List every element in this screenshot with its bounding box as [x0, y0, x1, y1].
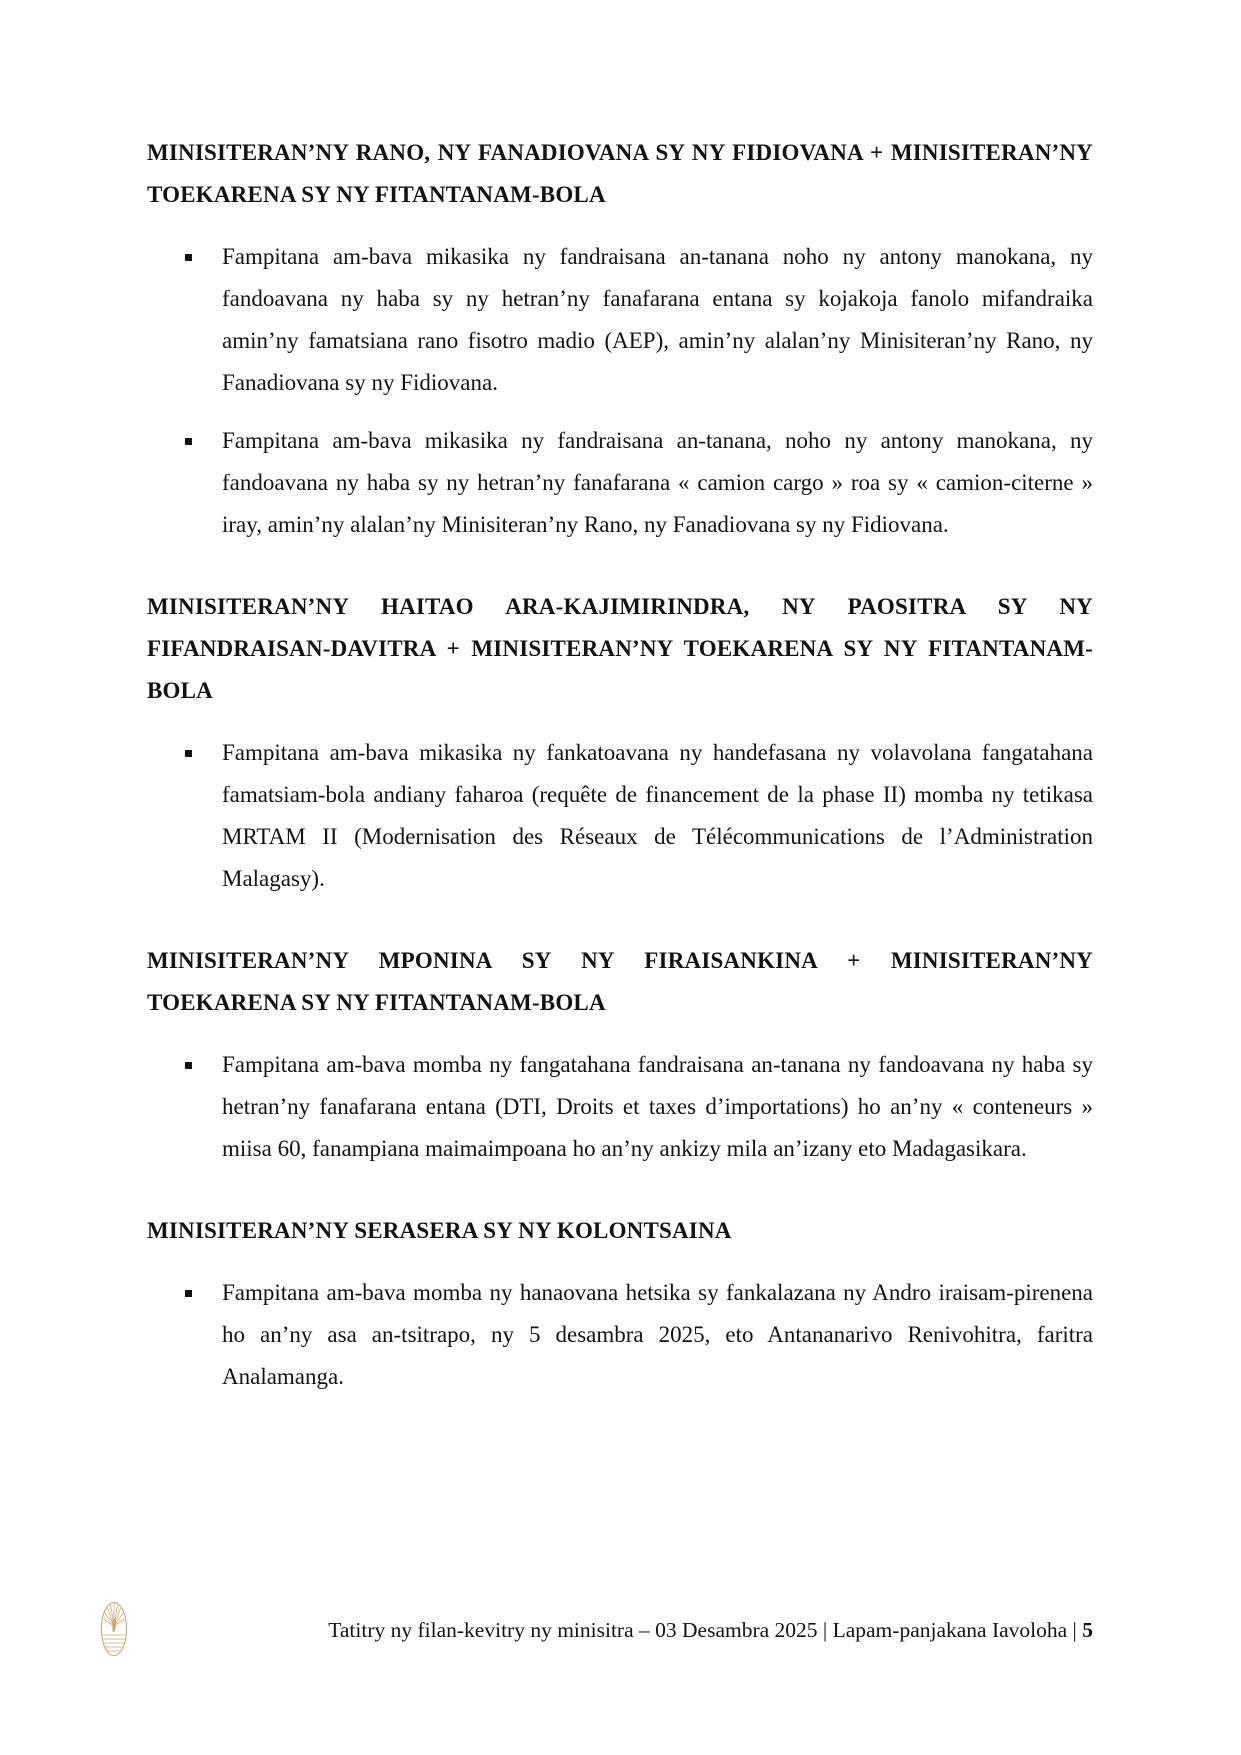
content: [147, 132, 1093, 1398]
bullet-list: [147, 1272, 1093, 1398]
section-heading: MINISITERAN’NY SERASERA SY NY KOLONTSAINA: [147, 1218, 732, 1243]
page-number: 5: [1082, 1618, 1093, 1642]
state-seal-icon: [100, 1600, 128, 1658]
bullet-item: Fampitana am-bava momba ny fangatahana fandraisana an-tanana ny fandoavana ny haba sy hetran’ny fanafarana entana (DTI, Droits et taxes d’importations) ho an’ny « conteneurs » miisa 60, fanampiana maimaimpoana ho an’ny ankizy mila an’izany eto Madagasikara.: [147, 1044, 1093, 1170]
bullet-list: [147, 1044, 1093, 1170]
section-heading: MINISITERAN’NY RANO, NY FANADIOVANA SY NY FIDIOVANA + MINISITERAN’NY TOEKARENA SY NY FITANTANAM-BOLA: [147, 140, 1093, 207]
footer-caption: Tatitry ny filan-kevitry ny minisitra – 03 Desambra 2025 | Lapam-panjakana Iavoloha |: [328, 1618, 1083, 1642]
ministry-section: [147, 940, 1093, 1170]
section-heading: MINISITERAN’NY MPONINA SY NY FIRAISANKINA + MINISITERAN’NY TOEKARENA SY NY FITANTANAM-BOLA: [147, 948, 1093, 1015]
ministry-section: [147, 586, 1093, 900]
section-heading: MINISITERAN’NY HAITAO ARA-KAJIMIRINDRA, NY PAOSITRA SY NY FIFANDRAISAN-DAVITRA + MINISITERAN’NY TOEKARENA SY NY FITANTANAM-BOLA: [147, 594, 1093, 703]
bullet-item: Fampitana am-bava mikasika ny fandraisana an-tanana, noho ny antony manokana, ny fandoavana ny haba sy ny hetran’ny fanafarana « camion cargo » roa sy « camion-citerne » iray, amin’ny alalan’ny Minisiteran’ny Rano, ny Fanadiovana sy ny Fidiovana.: [147, 420, 1093, 546]
bullet-list: [147, 236, 1093, 546]
page-footer: [328, 1616, 1093, 1644]
bullet-item: Fampitana am-bava mikasika ny fankatoavana ny handefasana ny volavolana fangatahana famatsiam-bola andiany faharoa (requête de financement de la phase II) momba ny tetikasa MRTAM II (Modernisation des Réseaux de Télécommunications de l’Administration Malagasy).: [147, 732, 1093, 900]
ministry-section: [147, 1210, 1093, 1398]
bullet-list: [147, 732, 1093, 900]
bullet-item: Fampitana am-bava momba ny hanaovana hetsika sy fankalazana ny Andro iraisam-pirenena ho an’ny asa an-tsitrapo, ny 5 desambra 2025, eto Antananarivo Renivohitra, faritra Analamanga.: [147, 1272, 1093, 1398]
bullet-item: Fampitana am-bava mikasika ny fandraisana an-tanana noho ny antony manokana, ny fandoavana ny haba sy ny hetran’ny fanafarana entana sy kojakoja fanolo mifandraika amin’ny famatsiana rano fisotro madio (AEP), amin’ny alalan’ny Minisiteran’ny Rano, ny Fanadiovana sy ny Fidiovana.: [147, 236, 1093, 404]
ministry-section: [147, 132, 1093, 546]
